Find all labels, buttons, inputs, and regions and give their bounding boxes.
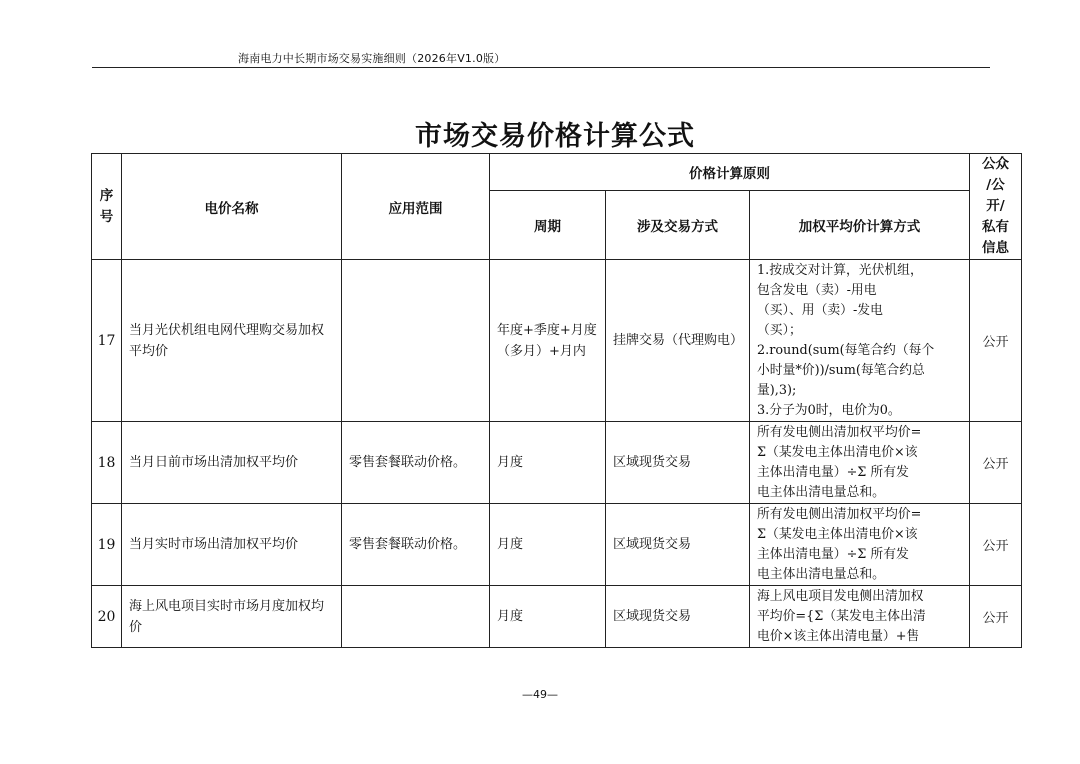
formula-line: 主体出清电量）÷Σ 所有发 xyxy=(757,547,909,562)
formula-line: 平均价={Σ（某发电主体出清 xyxy=(757,609,926,624)
header-disclosure-line1: 公众 xyxy=(982,156,1010,172)
row-formula xyxy=(750,260,970,422)
header-disclosure-line4: 私有 xyxy=(982,219,1010,235)
row-price-name: 海上风电项目实时市场月度加权均价 xyxy=(122,586,342,648)
row-scope xyxy=(342,586,490,648)
formula-line: 1.按成交对计算，光伏机组， xyxy=(757,263,923,278)
row-seq: 18 xyxy=(92,422,122,504)
header-seq-line2: 号 xyxy=(99,208,114,225)
formula-line: 所有发电侧出清加权平均价= xyxy=(757,507,922,522)
header-period: 周期 xyxy=(490,190,606,259)
row-formula xyxy=(750,422,970,504)
formula-line: 2.round(sum(每笔合约（每个 xyxy=(757,343,935,358)
table-row xyxy=(92,260,1022,422)
row-disclosure: 公开 xyxy=(970,504,1022,586)
header-seq-line1: 序 xyxy=(99,187,114,204)
header-seq xyxy=(92,154,122,260)
header-disclosure-line3: 开/ xyxy=(986,198,1005,214)
header-disclosure-line2: /公 xyxy=(986,177,1005,193)
row-trade-method: 区域现货交易 xyxy=(606,504,750,586)
header-disclosure xyxy=(970,154,1022,260)
row-disclosure: 公开 xyxy=(970,586,1022,648)
table-row xyxy=(92,504,1022,586)
row-period: 月度 xyxy=(490,422,606,504)
row-price-name: 当月光伏机组电网代理购交易加权平均价 xyxy=(122,260,342,422)
formula-line: 量),3); xyxy=(757,383,797,398)
formula-line: Σ（某发电主体出清电价×该 xyxy=(757,445,918,460)
header-rule xyxy=(92,67,990,68)
row-period: 年度+季度+月度（多月）+月内 xyxy=(490,260,606,422)
table-row xyxy=(92,422,1022,504)
formula-line: 主体出清电量）÷Σ 所有发 xyxy=(757,465,909,480)
header-principle: 价格计算原则 xyxy=(490,154,970,191)
formula-line: 电主体出清电量总和。 xyxy=(757,567,885,582)
header-disclosure-line5: 信息 xyxy=(982,240,1010,256)
formula-line: 所有发电侧出清加权平均价= xyxy=(757,425,922,440)
row-scope xyxy=(342,260,490,422)
header-scope: 应用范围 xyxy=(342,154,490,260)
page-number: —49— xyxy=(522,688,558,701)
row-price-name: 当月实时市场出清加权平均价 xyxy=(122,504,342,586)
row-seq: 19 xyxy=(92,504,122,586)
row-seq: 20 xyxy=(92,586,122,648)
row-formula xyxy=(750,586,970,648)
formula-line: 包含发电（卖）-用电 xyxy=(757,283,877,298)
row-trade-method: 挂牌交易（代理购电） xyxy=(606,260,750,422)
formula-line: Σ（某发电主体出清电价×该 xyxy=(757,527,918,542)
row-formula xyxy=(750,504,970,586)
price-formula-table xyxy=(91,153,1022,648)
table-row xyxy=(92,586,1022,648)
formula-line: 电价×该主体出清电量）+售 xyxy=(757,629,920,644)
running-header: 海南电力中长期市场交易实施细则（2026年V1.0版） xyxy=(238,52,506,65)
header-trade-method: 涉及交易方式 xyxy=(606,190,750,259)
formula-line: 海上风电项目发电侧出清加权 xyxy=(757,589,924,604)
formula-line: （买）、用（卖）-发电 xyxy=(757,303,883,318)
formula-line: 小时量*价))/sum(每笔合约总 xyxy=(757,363,925,378)
formula-line: （买）； xyxy=(757,323,802,338)
row-period: 月度 xyxy=(490,586,606,648)
row-seq: 17 xyxy=(92,260,122,422)
row-trade-method: 区域现货交易 xyxy=(606,586,750,648)
row-trade-method: 区域现货交易 xyxy=(606,422,750,504)
header-weighted-method: 加权平均价计算方式 xyxy=(750,190,970,259)
row-disclosure: 公开 xyxy=(970,422,1022,504)
formula-line: 电主体出清电量总和。 xyxy=(757,485,885,500)
row-scope: 零售套餐联动价格。 xyxy=(342,422,490,504)
header-row-top xyxy=(92,154,1022,191)
page-title: 市场交易价格计算公式 xyxy=(415,121,695,152)
row-price-name: 当月日前市场出清加权平均价 xyxy=(122,422,342,504)
row-scope: 零售套餐联动价格。 xyxy=(342,504,490,586)
row-period: 月度 xyxy=(490,504,606,586)
header-price-name: 电价名称 xyxy=(122,154,342,260)
formula-line: 3.分子为0时，电价为0。 xyxy=(757,403,901,418)
row-disclosure: 公开 xyxy=(970,260,1022,422)
